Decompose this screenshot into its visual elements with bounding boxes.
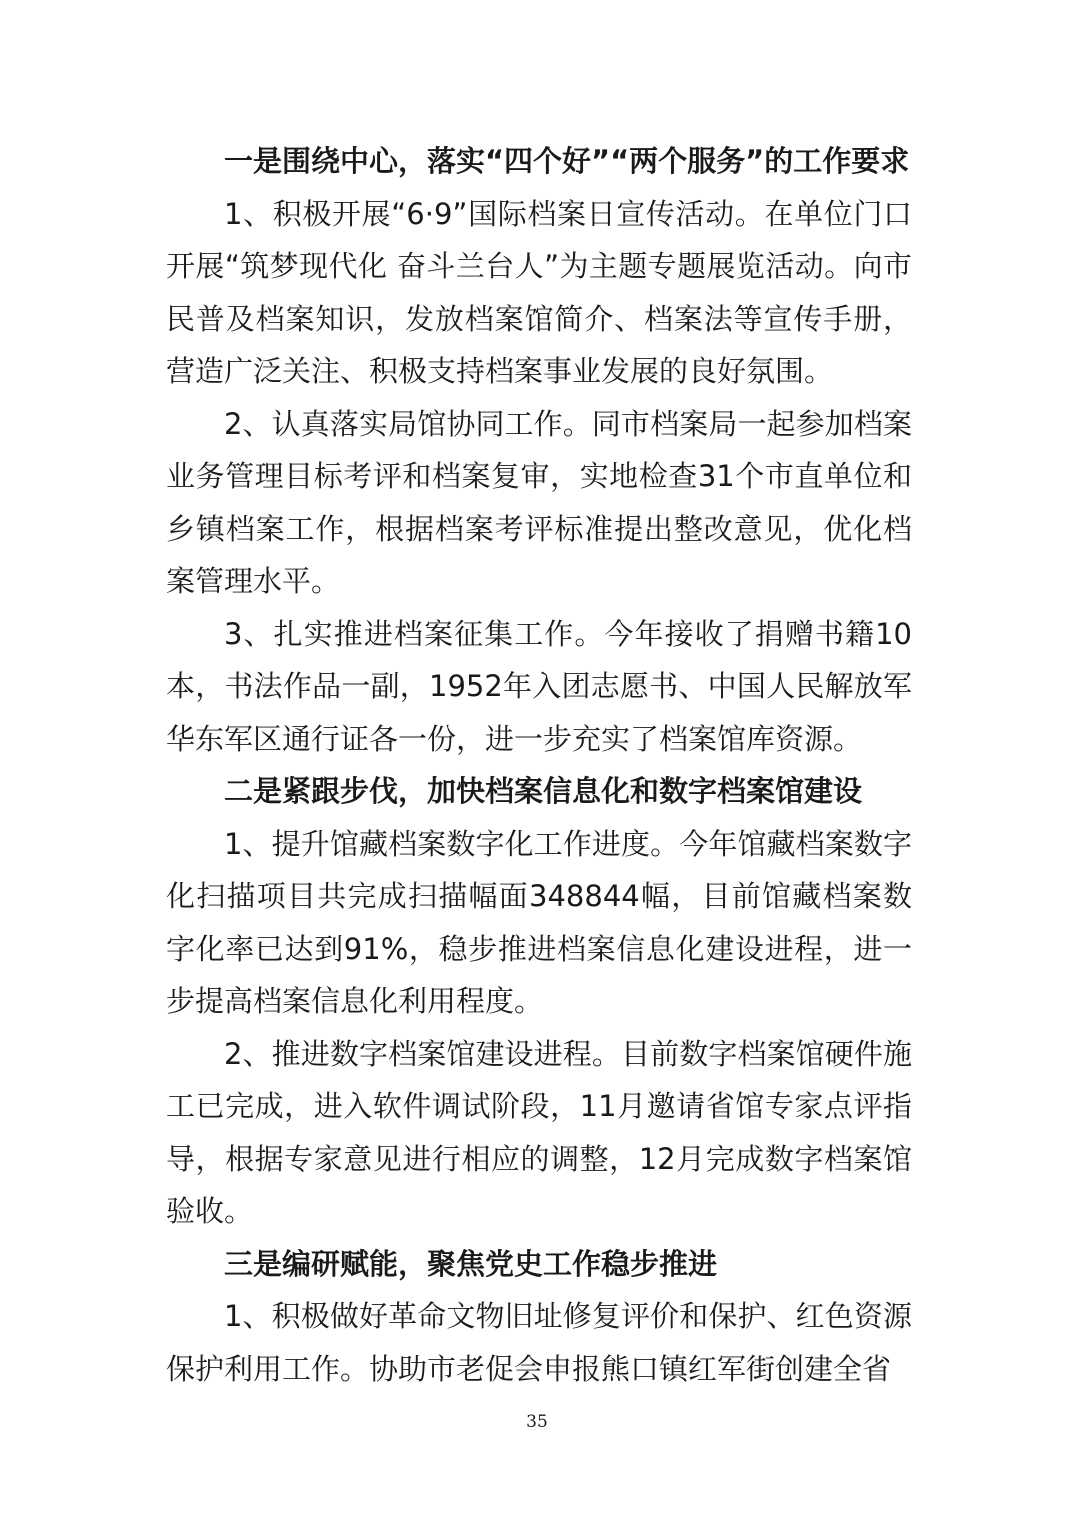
- document-body: [166, 135, 912, 1395]
- paragraph-1-1: 1、积极开展“6·9”国际档案日宣传活动。在单位门口开展“筑梦现代化 奋斗兰台人”为主题专题展览活动。向市民普及档案知识，发放档案馆简介、档案法等宣传手册，营造广泛关注、积极支持档案事业发展的良好氛围。: [166, 196, 912, 388]
- section-heading-1: 一是围绕中心，落实“四个好”“两个服务”的工作要求: [224, 144, 910, 178]
- page-number: 35: [526, 1412, 548, 1432]
- paragraph-1-3: 3、扎实推进档案征集工作。今年接收了捐赠书籍10本，书法作品一副，1952年入团志愿书、中国人民解放军华东军区通行证各一份，进一步充实了档案馆库资源。: [166, 616, 912, 756]
- paragraph-3-1: 1、积极做好革命文物旧址修复评价和保护、红色资源保护利用工作。协助市老促会申报熊口镇红军街创建全省: [166, 1299, 912, 1386]
- paragraph-2-2: 2、推进数字档案馆建设进程。目前数字档案馆硬件施工已完成，进入软件调试阶段，11月邀请省馆专家点评指导，根据专家意见进行相应的调整，12月完成数字档案馆验收。: [166, 1036, 912, 1228]
- section-heading-2: 二是紧跟步伐，加快档案信息化和数字档案馆建设: [224, 774, 863, 808]
- paragraph-2-1: 1、提升馆藏档案数字化工作进度。今年馆藏档案数字化扫描项目共完成扫描幅面348844幅，目前馆藏档案数字化率已达到91%，稳步推进档案信息化建设进程，进一步提高档案信息化利用程度。: [166, 826, 912, 1018]
- paragraph-1-2: 2、认真落实局馆协同工作。同市档案局一起参加档案业务管理目标考评和档案复审，实地检查31个市直单位和乡镇档案工作，根据档案考评标准提出整改意见，优化档案管理水平。: [166, 406, 912, 598]
- section-heading-3: 三是编研赋能，聚焦党史工作稳步推进: [224, 1246, 718, 1281]
